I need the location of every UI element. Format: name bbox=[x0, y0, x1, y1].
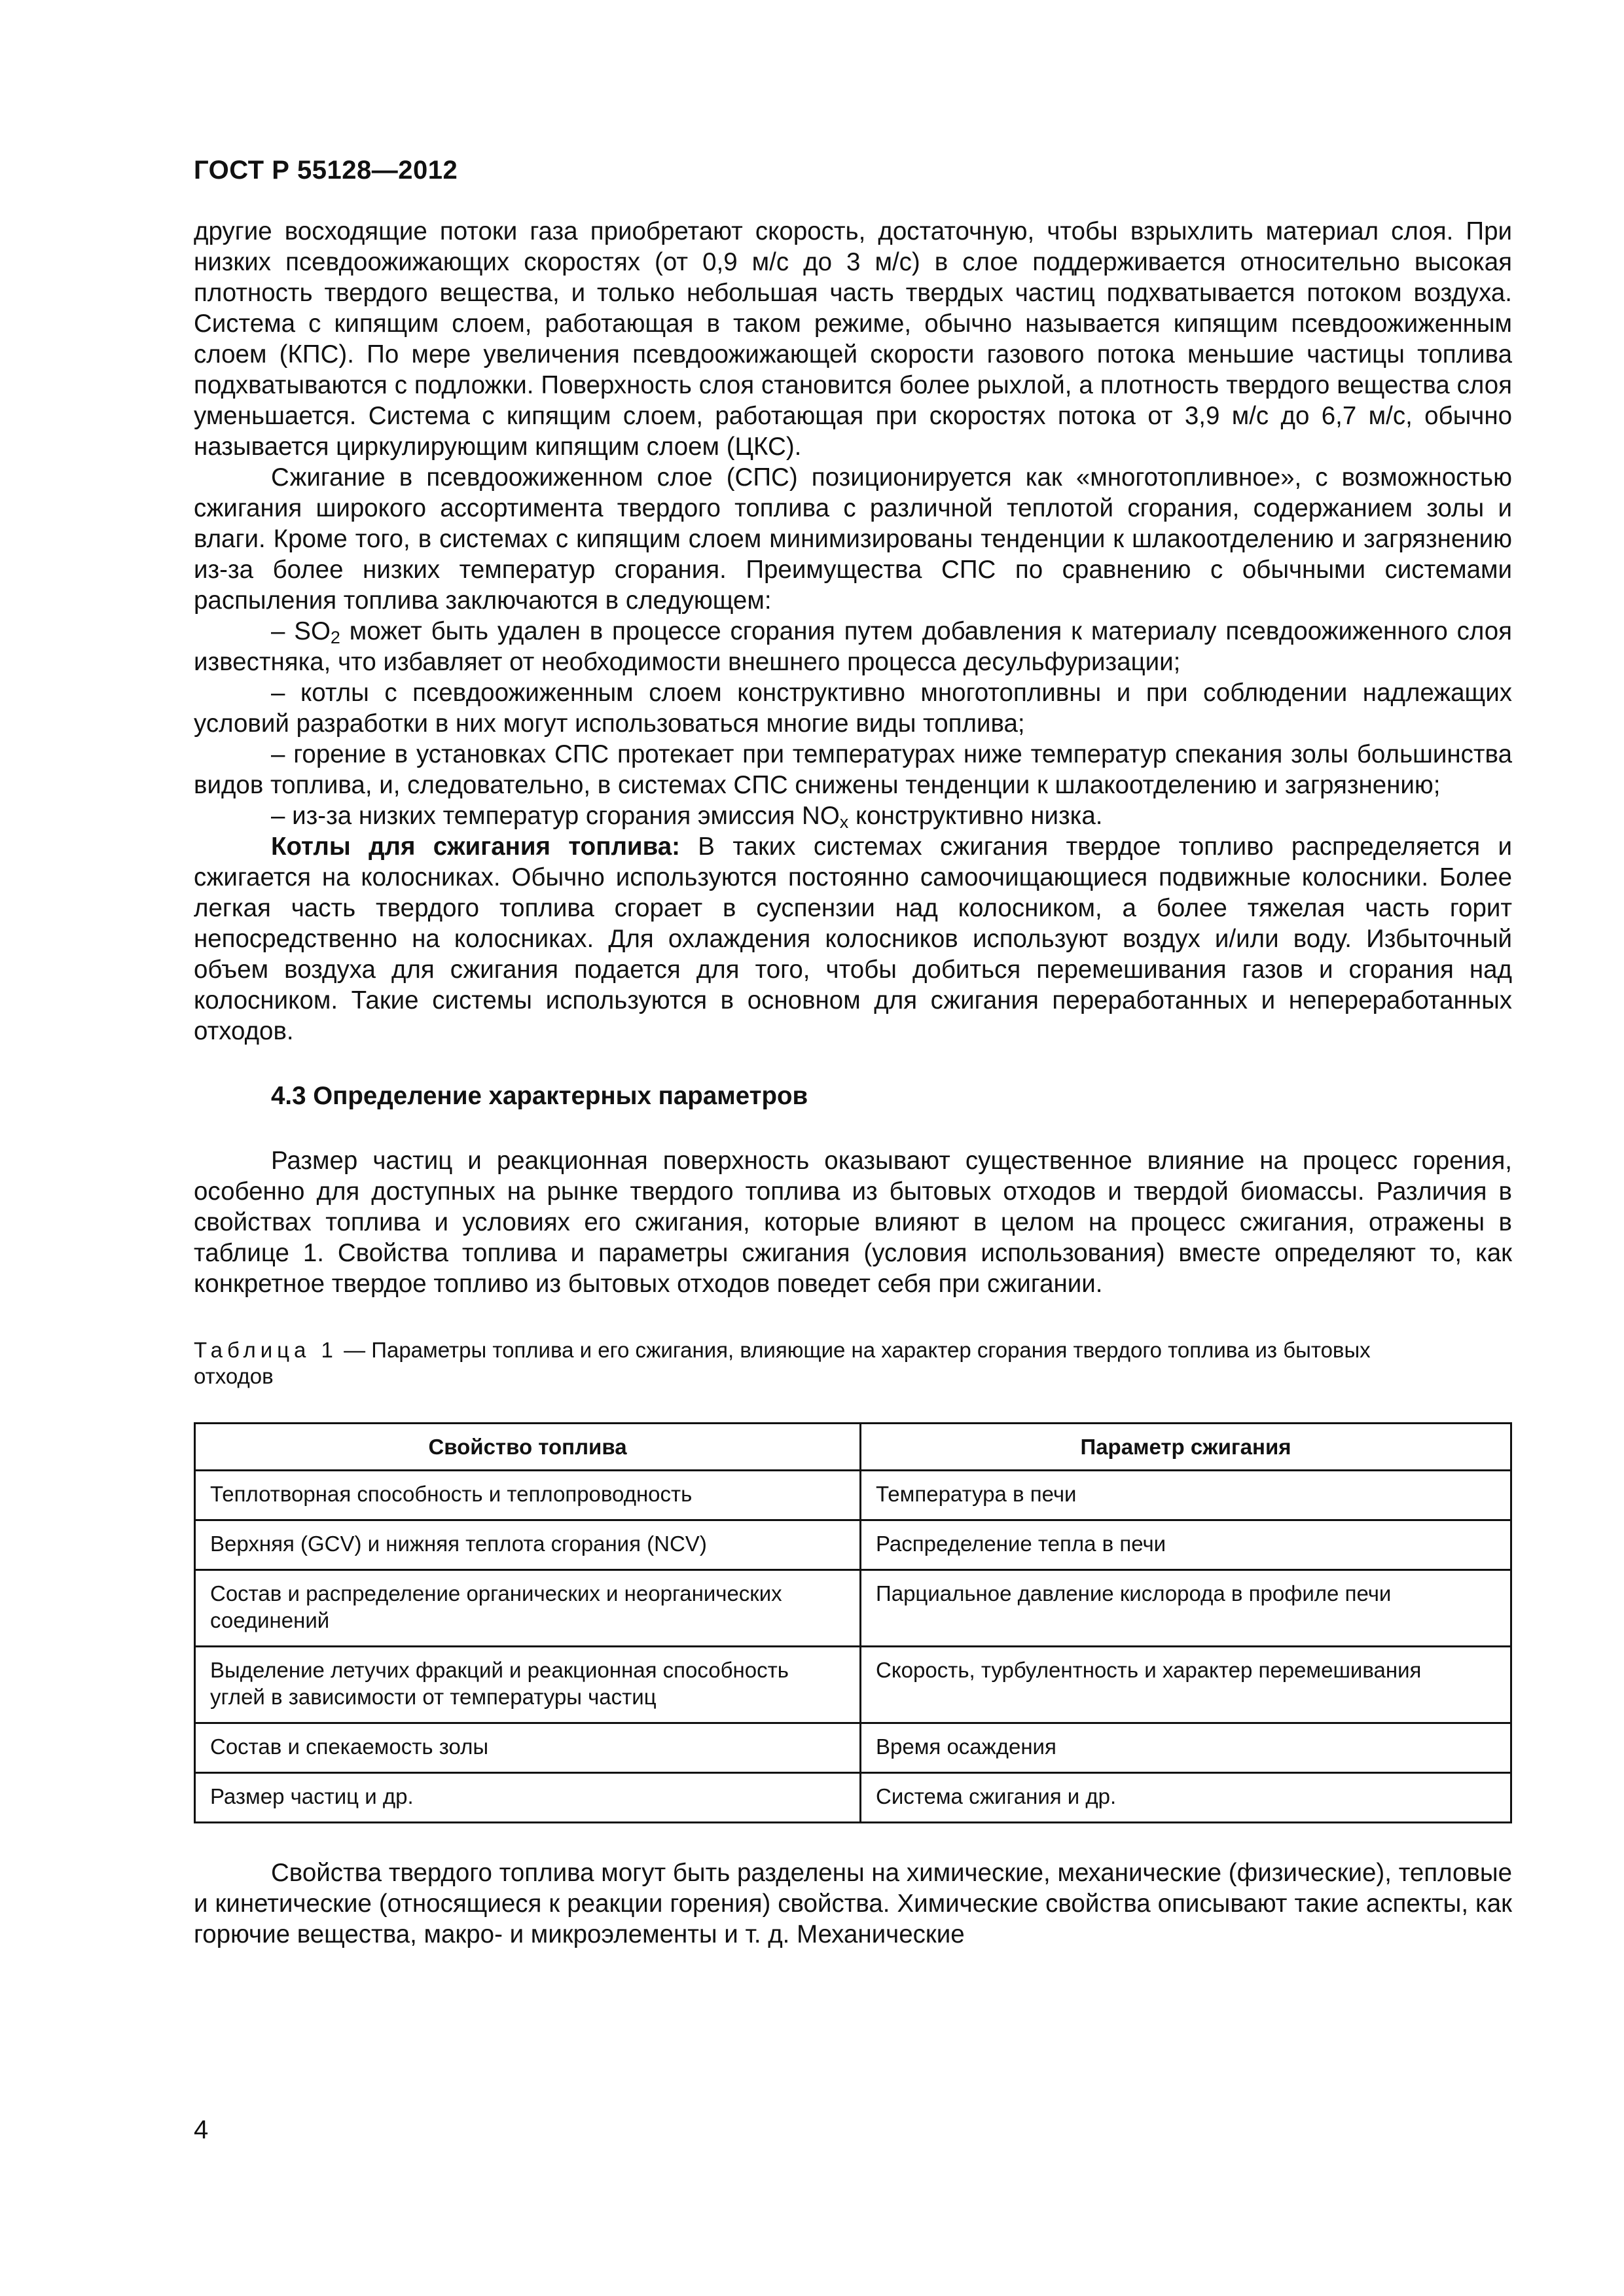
table-cell: Парциальное давление кислорода в профиле печи bbox=[861, 1570, 1511, 1647]
table-cell: Верхняя (GCV) и нижняя теплота сгорания (NCV) bbox=[195, 1520, 861, 1570]
table-header-cell: Свойство топлива bbox=[195, 1424, 861, 1471]
page-number: 4 bbox=[194, 2115, 209, 2144]
paragraph-particle-size: Размер частиц и реакционная поверхность оказывают существенное влияние на процесс горения, особенно для доступных на рынке твердого топлива из бытовых отходов и твердой биомассы. Различия в свойствах топлива и условиях его сжигания, которые влияют в целом на процесс сжигания, отражены в таблице 1. Свойства топлива и параметры сжигания (условия использования) вместе определяют то, как конкретное твердое топливо из бытовых отходов поведет себя при сжигании. bbox=[194, 1147, 1512, 1298]
table-cell: Время осаждения bbox=[861, 1723, 1511, 1773]
paragraph-lead-bold: Котлы для сжигания топлива: bbox=[271, 833, 680, 861]
fuel-parameters-table bbox=[194, 1422, 1512, 1823]
list-item-so2: – $SO_2$ может быть удален в процессе сгорания путем добавления к материалу псевдоожиженного слоя известняка, что избавляет от необходимости внешнего процесса десульфуризации; bbox=[194, 617, 1512, 676]
table-caption: Таблица 1 — Параметры топлива и его сжигания, влияющие на характер сгорания твердого топлива из бытовых отходов bbox=[194, 1338, 1371, 1388]
paragraph-fluidized-bed: другие восходящие потоки газа приобретают скорость, достаточную, чтобы взрыхлить материал слоя. При низких псевдоожижающих скоростях (от 0,9 м/с до 3 м/с) в слое поддерживается относительно высокая плотность твердого вещества, и только небольшая часть твердых частиц подхватывается потоком воздуха. Система с кипящим слоем, работающая в таком режиме, обычно называется кипящим псевдоожиженным слоем (КПС). По мере увеличения псевдоожижающей скорости газового потока меньшие частицы топлива подхватываются с подложки. Поверхность слоя становится более рыхлой, а плотность твердого вещества слоя уменьшается. Система с кипящим слоем, работающая при скоростях потока от 3,9 м/с до 6,7 м/с, обычно называется циркулирующим кипящим слоем (ЦКС). bbox=[194, 217, 1512, 461]
table-cell: Выделение летучих фракций и реакционная способность углей в зависимости от температуры частиц bbox=[195, 1647, 861, 1723]
section-heading: 4.3 Определение характерных параметров bbox=[271, 1082, 808, 1110]
table-row bbox=[195, 1471, 1511, 1520]
subscript-x: x bbox=[839, 812, 849, 832]
table-header-cell: Параметр сжигания bbox=[861, 1424, 1511, 1471]
document-code-header: ГОСТ Р 55128—2012 bbox=[194, 156, 458, 185]
table-cell: Состав и распределение органических и неорганических соединений bbox=[195, 1570, 861, 1647]
table-cell: Распределение тепла в печи bbox=[861, 1520, 1511, 1570]
document-body bbox=[194, 216, 1512, 1950]
table-row bbox=[195, 1647, 1511, 1723]
table-cell: Температура в печи bbox=[861, 1471, 1511, 1520]
subscript-2: 2 bbox=[330, 628, 340, 647]
paragraph-fbc-advantages: Сжигание в псевдоожиженном слое (СПС) позиционируется как «многотопливное», с возможностью сжигания широкого ассортимента твердого топлива с различной теплотой сгорания, содержанием золы и влаги. Кроме того, в системах с кипящим слоем минимизированы тенденции к шлакоотделению и загрязнению из-за более низких температур сгорания. Преимущества СПС по сравнению с обычными системами распыления топлива заключаются в следующем: bbox=[194, 463, 1512, 615]
table-cell: Состав и спекаемость золы bbox=[195, 1723, 861, 1773]
list-item-multifuel: – котлы с псевдоожиженным слоем конструктивно многотопливны и при соблюдении надлежащих условий разработки в них могут использоваться многие виды топлива; bbox=[194, 679, 1512, 738]
table-row bbox=[195, 1773, 1511, 1823]
list-item-low-temperature: – горение в установках СПС протекает при температурах ниже температур спекания золы большинства видов топлива, и, следовательно, в системах СПС снижены тенденции к шлакоотделению и загрязнению; bbox=[194, 740, 1512, 799]
table-row bbox=[195, 1723, 1511, 1773]
table-row bbox=[195, 1520, 1511, 1570]
paragraph-fuel-properties: Свойства твердого топлива могут быть разделены на химические, механические (физические), тепловые и кинетические (относящиеся к реакции горения) свойства. Химические свойства описывают такие аспекты, как горючие вещества, макро- и микроэлементы и т. д. Механические bbox=[194, 1859, 1512, 1948]
table-cell: Система сжигания и др. bbox=[861, 1773, 1511, 1823]
table-cell: Теплотворная способность и теплопроводность bbox=[195, 1471, 861, 1520]
table-cell: Размер частиц и др. bbox=[195, 1773, 861, 1823]
table-cell: Скорость, турбулентность и характер перемешивания bbox=[861, 1647, 1511, 1723]
list-item-nox: – из-за низких температур сгорания эмиссия $NO_x$ конструктивно низка. bbox=[271, 802, 1103, 832]
table-header-row bbox=[195, 1424, 1511, 1471]
paragraph-grate-boilers: Котлы для сжигания топлива: В таких системах сжигания твердое топливо распределяется и сжигается на колосниках. Обычно используются постоянно самоочищающиеся подвижные колосники. Более легкая часть твердого топлива сгорает в суспензии над колосником, а более тяжелая часть горит непосредственно на колосниках. Для охлаждения колосников используют воздух и/или воду. Избыточный объем воздуха для сжигания подается для того, чтобы добиться перемешивания газов и сгорания над колосником. Такие системы используются в основном для сжигания переработанных и непереработанных отходов. bbox=[194, 833, 1512, 1045]
table-row bbox=[195, 1570, 1511, 1647]
